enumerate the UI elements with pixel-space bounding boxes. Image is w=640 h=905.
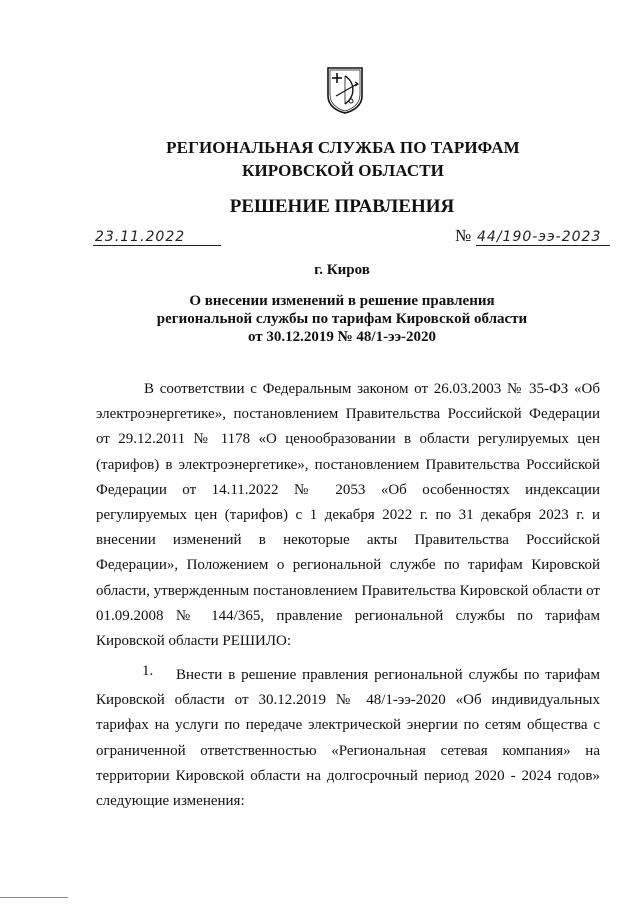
subject-line-1: О внесении изменений в решение правления [189,293,495,309]
document-number-label: № [455,226,472,245]
item-1-paragraph [96,663,600,814]
document-date: 23.11.2022 [95,229,186,245]
subject-line-3: от 30.12.2019 № 48/1-ээ-2020 [247,329,437,345]
document-type-title: РЕШЕНИЕ ПРАВЛЕНИЯ [229,196,455,217]
date-underline [93,245,221,246]
footer-divider [0,897,68,898]
subject-line-2: региональной службы по тарифам Кировской области [156,311,528,327]
document-subject [22,292,640,346]
preamble-paragraph: В соответствии с Федеральным законом от 26.03.2003 № 35-ФЗ «Об электроэнергетике», постановлением Правительства Российской Федерации от 29.12.2011 № 1178 «О ценообразовании в области регулируемых цен (тарифов) в электроэнергетике», постановлением Правительства Российской Федерации от 14.11.2022 № 2053 «Об особенностях индексации регулируемых цен (тарифов) с 1 декабря 2022 г. по 31 декабря 2023 г. и внесении изменений в некоторые акты Правительства Российской Федерации», Положением о региональной службе по тарифам Кировской области, утвержденным постановлением Правительства Кировской области от 01.09.2008 № 144/365, правление региональной службы по тарифам Кировской области РЕШИЛО: [96,381,600,650]
item-1-text: Внести в решение правления региональной службы по тарифам Кировской области от 30.12.2019 № 48/1-ээ-2020 «Об индивидуальных тарифах на услуги по передаче электрической энергии по сетям общества с ограниченной ответственностью «Региональная сетевая компания» на территории Кировской области на долгосрочный период 2020 - 2024 годов» следующие изменения: [96,667,600,810]
document-city: г. Киров [314,262,370,278]
number-underline [476,245,610,246]
item-number: 1. [142,663,154,679]
organization-name-line1: РЕГИОНАЛЬНАЯ СЛУЖБА ПО ТАРИФАМ [166,138,520,157]
organization-name-line2: КИРОВСКОЙ ОБЛАСТИ [242,161,444,180]
document-number: 44/190-ээ-2023 [477,229,602,245]
coat-of-arms-icon [325,66,365,114]
